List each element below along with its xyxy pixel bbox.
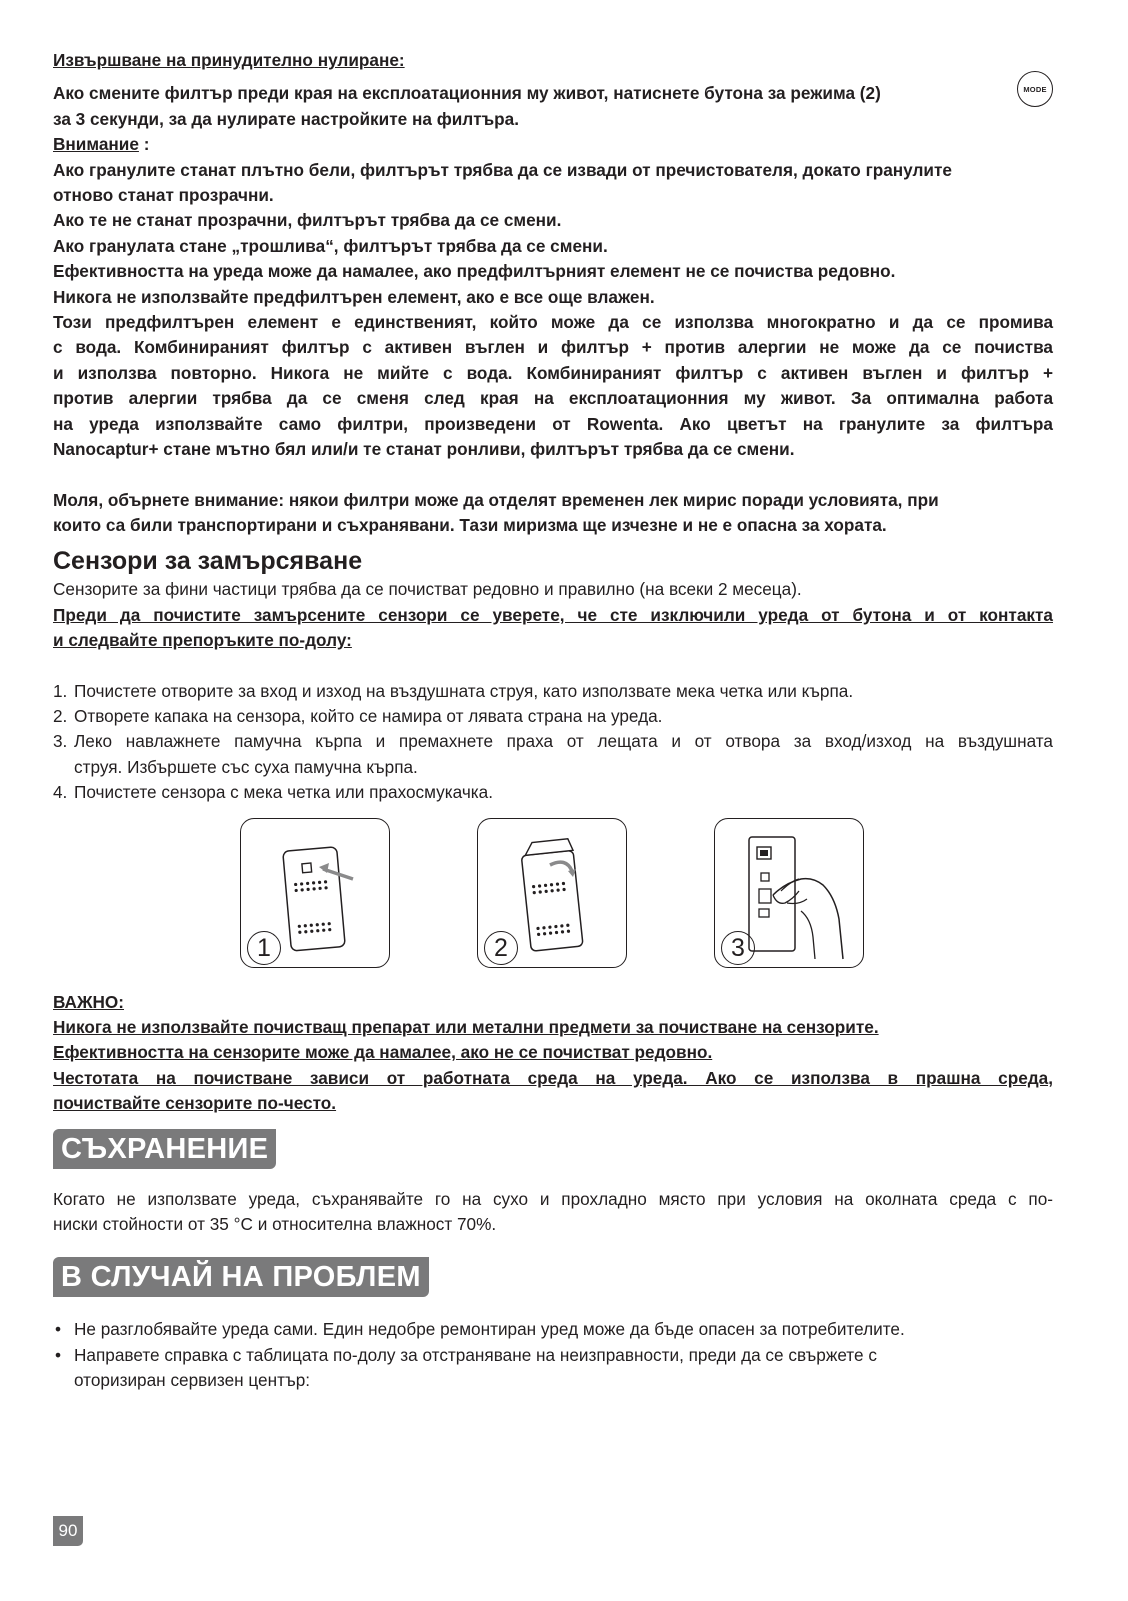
step-number: 2. — [53, 705, 68, 726]
problem-item-text: Направете справка с таблицата по-долу за отстраняване на неизправности, преди да се свържете с — [74, 1344, 877, 1365]
bullet: • — [55, 1319, 62, 1340]
list-item — [53, 1343, 1053, 1394]
sensors-warning-line: и следвайте препоръките по-долу: — [53, 630, 352, 651]
problem-item-text: Не разглобявайте уреда сами. Един недобре ремонтиран уред може да бъде опасен за потребителите. — [74, 1319, 905, 1340]
reset-line-1 — [53, 81, 1053, 106]
step-number: 4. — [53, 782, 68, 803]
important-line: Ефективността на сензорите може да намалее, ако не се почистват редовно. — [53, 1042, 713, 1063]
attention-heading-text: Внимание — [53, 134, 139, 155]
problem-section — [53, 1257, 1053, 1297]
step-text: Почистете сензора с мека четка или прахосмукачка. — [74, 782, 494, 803]
attention-heading-suffix: : — [138, 134, 150, 155]
step-badge: 1 — [247, 931, 281, 965]
step-text: Леко навлажнете памучна кърпа и премахнете праха от лещата и от отвора за вход/изход на въздушната — [74, 731, 1053, 752]
step-number: 3. — [53, 731, 68, 752]
sensor-cleaning-illustrations — [53, 818, 1053, 970]
filter-paragraph-line: Този предфилтърен елемент е единственият, който може да се използва многократно и да се промива — [53, 312, 1053, 333]
important-line: почиствайте сензорите по-често. — [53, 1093, 337, 1114]
list-item — [53, 729, 1053, 780]
step-badge: 3 — [721, 931, 755, 965]
illustration-step-3 — [714, 818, 864, 968]
storage-banner: СЪХРАНЕНИЕ — [53, 1129, 276, 1169]
list-item — [53, 679, 1053, 704]
attention-line: Ако те не станат прозрачни, филтърът трябва да се смени. — [53, 210, 562, 231]
page-content — [53, 48, 1053, 1394]
filter-paragraph-line: на уреда използвайте само филтри, произведени от Rowenta. Ако цветът на гранулите за филтъра — [53, 413, 1053, 434]
storage-line: Когато не използвате уреда, съхранявайте го на сухо и прохладно място при условия на околната среда с по- — [53, 1188, 1053, 1209]
odor-note-line: Моля, обърнете внимание: някои филтри може да отделят временен лек мирис поради условията, при — [53, 489, 939, 510]
attention-line: отново станат прозрачни. — [53, 185, 274, 206]
list-item — [53, 1317, 1053, 1342]
sensors-intro: Сензорите за фини частици трябва да се почистват редовно и правилно (на всеки 2 месеца). — [53, 579, 802, 600]
illustration-step-2 — [477, 818, 627, 968]
filter-paragraph-line: Nanocaptur+ стане мътно бял или/и те станат ронливи, филтърът трябва да се смени. — [53, 439, 795, 460]
storage-section — [53, 1129, 1053, 1169]
step-text: Почистете отворите за вход и изход на въздушната струя, като използвате мека четка или кърпа. — [74, 680, 854, 701]
important-line: Никога не използвайте почистващ препарат или метални предмети за почистване на сензорите. — [53, 1016, 879, 1037]
bullet: • — [55, 1344, 62, 1365]
important-line: Честотата на почистване зависи от работната среда на уреда. Ако се използва в прашна среда, — [53, 1067, 1053, 1088]
step-badge: 2 — [484, 931, 518, 965]
filter-paragraph-line: и използва повторно. Никога не мийте с вода. Комбинираният филтър с активен въглен и филтър + — [53, 362, 1053, 383]
step-text-continued: струя. Избършете със суха памучна кърпа. — [74, 756, 418, 777]
problem-list — [53, 1317, 1053, 1393]
attention-line: Ако гранулата стане „трошлива“, филтърът трябва да се смени. — [53, 235, 608, 256]
filter-paragraph-line: с вода. Комбинираният филтър с активен въглен и филтър + против алергии не може да се почиства — [53, 337, 1053, 358]
cleaning-steps-list — [53, 679, 1053, 806]
odor-note-line: които са били транспортирани и съхранявани. Тази миризма ще изчезне и не е опасна за хората. — [53, 514, 887, 535]
sensors-warning-line: Преди да почистите замърсените сензори се уверете, че сте изключили уреда от бутона и от контакта — [53, 604, 1053, 625]
attention-heading — [53, 132, 1053, 157]
list-item — [53, 780, 1053, 805]
important-heading: ВАЖНО: — [53, 991, 125, 1012]
list-item — [53, 704, 1053, 729]
step-text: Отворете капака на сензора, който се намира от лявата страна на уреда. — [74, 705, 663, 726]
problem-item-text-continued: оторизиран сервизен център: — [74, 1370, 311, 1391]
filter-paragraph-line: против алергии трябва да се сменя след края на експлоатационния му живот. За оптимална работа — [53, 388, 1053, 409]
attention-line: Никога не използвайте предфилтърен елемент, ако е все още влажен. — [53, 286, 655, 307]
reset-heading: Извършване на принудително нулиране: — [53, 50, 405, 70]
reset-line-2: за 3 секунди, за да нулирате настройките на филтъра. — [53, 108, 519, 129]
attention-line: Ако гранулите станат плътно бели, филтърът трябва да се извади от пречистователя, докато гранулите — [53, 159, 952, 180]
problem-banner: В СЛУЧАЙ НА ПРОБЛЕМ — [53, 1257, 429, 1297]
attention-line: Ефективността на уреда може да намалее, ако предфилтърният елемент не се почиства редовно. — [53, 261, 896, 282]
illustration-step-1 — [240, 818, 390, 968]
page-number: 90 — [53, 1516, 83, 1546]
step-number: 1. — [53, 680, 68, 701]
sensors-title: Сензори за замърсяване — [53, 547, 363, 576]
reset-line-1-text: Ако смените филтър преди края на експлоатационния му живот, натиснете бутона за режима (2) — [53, 83, 881, 104]
mode-button-icon: MODE — [1017, 71, 1053, 107]
storage-line: ниски стойности от 35 °C и относителна влажност 70%. — [53, 1214, 497, 1234]
